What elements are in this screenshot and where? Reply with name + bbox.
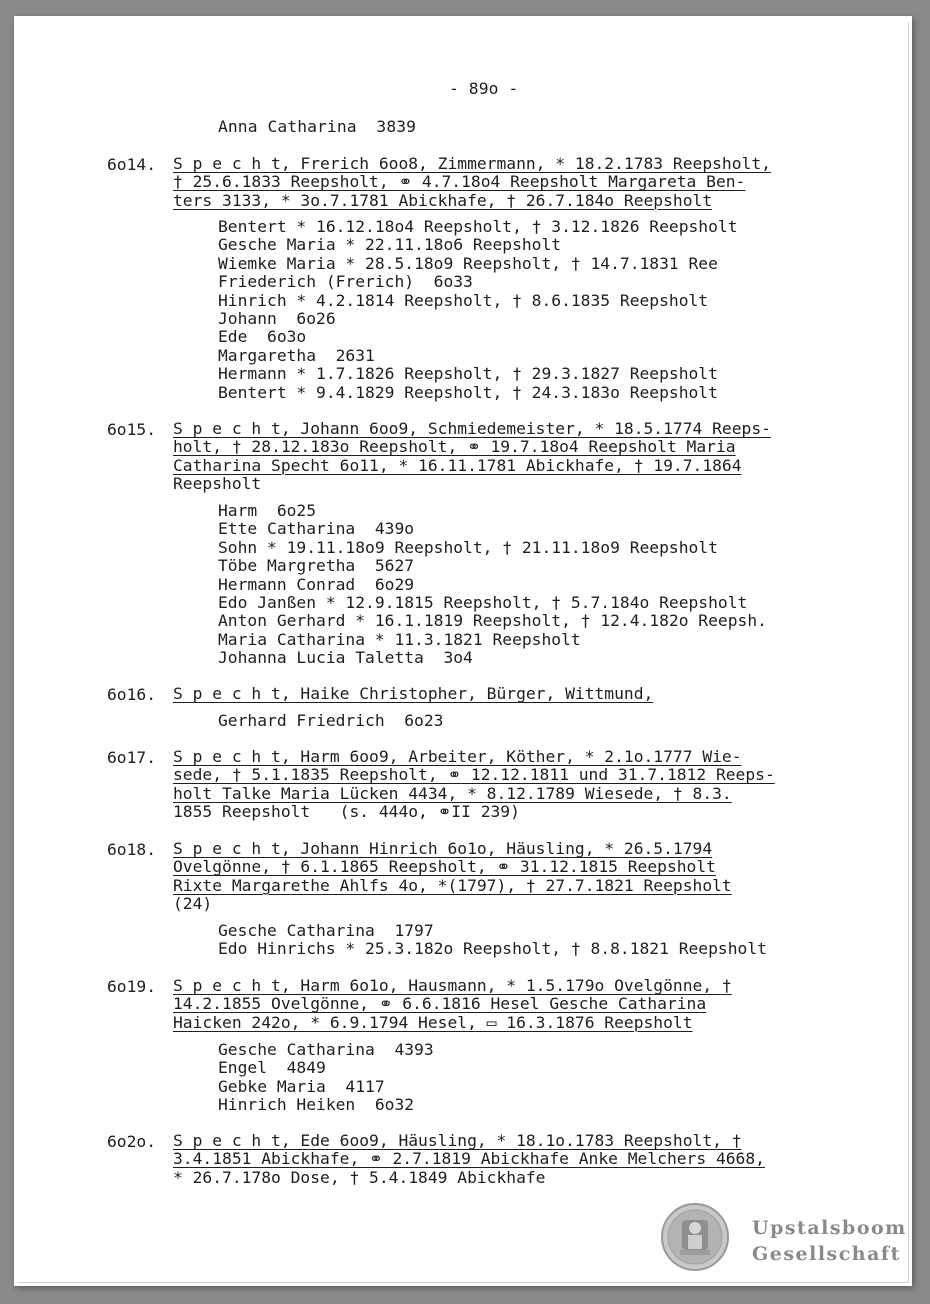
entry-line: 1855 Reepsholt (s. 444o, ⚭II 239) xyxy=(173,802,520,822)
entry-line: * 26.7.178o Dose, † 5.4.1849 Abickhafe xyxy=(173,1167,546,1187)
entry-number: 6o14. xyxy=(107,155,157,174)
child-item: Johanna Lucia Taletta 3o4 xyxy=(218,648,473,668)
child-item: Wiemke Maria * 28.5.18o9 Reepsholt, † 14.7.1831 Ree xyxy=(218,253,718,273)
child-item: Edo Hinrichs * 25.3.182o Reepsholt, † 8.8.1821 Reepsholt xyxy=(218,939,767,959)
entry-line: (24) xyxy=(173,894,213,914)
entry-line: Rixte Margarethe Ahlfs 4o, *(1797), † 27.7.1821 Reepsholt xyxy=(173,875,732,895)
entry-line: S p e c h t, Ede 6oo9, Häusling, * 18.1o.1783 Reepsholt, † xyxy=(173,1131,742,1150)
entry-line: holt, † 28.12.183o Reepsholt, ⚭ 19.7.18o4 Reepsholt Maria xyxy=(173,437,736,457)
child-item: Anton Gerhard * 16.1.1819 Reepsholt, † 12.4.182o Reepsh. xyxy=(218,611,767,631)
entry-line: S p e c h t, Harm 6o1o, Hausmann, * 1.5.179o Ovelgönne, † xyxy=(173,976,732,995)
entry-line: Ovelgönne, † 6.1.1865 Reepsholt, ⚭ 31.12.1815 Reepsholt xyxy=(173,857,716,877)
entry-line: S p e c h t, Johann 6oo9, Schmiedemeister, * 18.5.1774 Reeps- xyxy=(173,419,771,438)
page-number: - 89o - xyxy=(449,79,519,98)
children-list xyxy=(218,1041,434,1115)
entry-line: holt Talke Maria Lücken 4434, * 8.12.1789 Wiesede, † 8.3. xyxy=(173,783,732,803)
child-item: Bentert * 16.12.18o4 Reepsholt, † 3.12.1826 Reepsholt xyxy=(218,217,738,236)
entry-line: Catharina Specht 6o11, * 16.11.1781 Abickhafe, † 19.7.1864 xyxy=(173,455,742,475)
intro-line: Anna Catharina 3839 xyxy=(218,117,417,136)
child-item: Maria Catharina * 11.3.1821 Reepsholt xyxy=(218,629,581,649)
entry-line: 3.4.1851 Abickhafe, ⚭ 2.7.1819 Abickhafe Anke Melchers 4668, xyxy=(173,1149,765,1169)
child-item: Friederich (Frerich) 6o33 xyxy=(218,272,473,292)
child-item: Ede 6o3o xyxy=(218,327,307,347)
children-list xyxy=(218,922,767,959)
child-item: Hermann Conrad 6o29 xyxy=(218,574,415,594)
children-list xyxy=(218,218,738,402)
entry-line: † 25.6.1833 Reepsholt, ⚭ 4.7.18o4 Reepsholt Margareta Ben- xyxy=(173,172,746,192)
child-item: Johann 6o26 xyxy=(218,308,336,328)
child-item: Gesche Maria * 22.11.18o6 Reepsholt xyxy=(218,235,562,255)
entry-number: 6o18. xyxy=(107,840,157,859)
entry-text xyxy=(173,840,732,914)
entry-number: 6o19. xyxy=(107,977,157,996)
child-item: Edo Janßen * 12.9.1815 Reepsholt, † 5.7.184o Reepsholt xyxy=(218,592,748,612)
entry-line: S p e c h t, Haike Christopher, Bürger, Wittmund, xyxy=(173,684,654,703)
child-item: Hinrich * 4.2.1814 Reepsholt, † 8.6.1835 Reepsholt xyxy=(218,290,709,310)
entry-line: sede, † 5.1.1835 Reepsholt, ⚭ 12.12.1811 und 31.7.1812 Reeps- xyxy=(173,765,775,785)
entry-number: 6o2o. xyxy=(107,1132,157,1151)
child-item: Engel 4849 xyxy=(218,1058,326,1078)
child-item: Gesche Catharina 4393 xyxy=(218,1040,434,1059)
child-item: Hermann * 1.7.1826 Reepsholt, † 29.3.1827 Reepsholt xyxy=(218,364,718,384)
entry-line: S p e c h t, Johann Hinrich 6o1o, Häusling, * 26.5.1794 xyxy=(173,839,713,858)
child-item: Harm 6o25 xyxy=(218,501,317,520)
entry-line: S p e c h t, Frerich 6oo8, Zimmermann, * 18.2.1783 Reepsholt, xyxy=(173,154,771,173)
children-list xyxy=(218,502,767,668)
entry-text xyxy=(173,977,732,1032)
entry-text xyxy=(173,420,771,494)
entry-number: 6o15. xyxy=(107,420,157,439)
entry-line: 14.2.1855 Ovelgönne, ⚭ 6.6.1816 Hesel Gesche Catharina xyxy=(173,994,707,1014)
entry-text xyxy=(173,685,653,703)
entry-line: ters 3133, * 3o.7.1781 Abickhafe, † 26.7.184o Reepsholt xyxy=(173,190,713,210)
child-item: Gerhard Friedrich 6o23 xyxy=(218,711,444,730)
children-list xyxy=(218,712,443,730)
watermark-line-1: Upstalsboom xyxy=(752,1217,907,1239)
entry-line: Haicken 242o, * 6.9.1794 Hesel, ▭ 16.3.1876 Reepsholt xyxy=(173,1012,693,1032)
child-item: Bentert * 9.4.1829 Reepsholt, † 24.3.183o Reepsholt xyxy=(218,382,718,402)
entry-line: S p e c h t, Harm 6oo9, Arbeiter, Köther, * 2.1o.1777 Wie- xyxy=(173,747,742,766)
seal-icon xyxy=(660,1202,730,1272)
child-item: Töbe Margretha 5627 xyxy=(218,556,415,576)
child-item: Sohn * 19.11.18o9 Reepsholt, † 21.11.18o9 Reepsholt xyxy=(218,537,718,557)
entry-line: Reepsholt xyxy=(173,474,262,494)
entry-number: 6o17. xyxy=(107,748,157,767)
watermark-line-2: Gesellschaft xyxy=(752,1243,901,1265)
entry-text xyxy=(173,748,775,822)
entry-text xyxy=(173,155,771,210)
child-item: Gebke Maria 4117 xyxy=(218,1076,385,1096)
entry-text xyxy=(173,1132,765,1187)
child-item: Hinrich Heiken 6o32 xyxy=(218,1095,415,1115)
child-item: Ette Catharina 439o xyxy=(218,519,415,539)
entry-number: 6o16. xyxy=(107,685,157,704)
child-item: Margaretha 2631 xyxy=(218,345,375,365)
child-item: Gesche Catharina 1797 xyxy=(218,921,434,940)
